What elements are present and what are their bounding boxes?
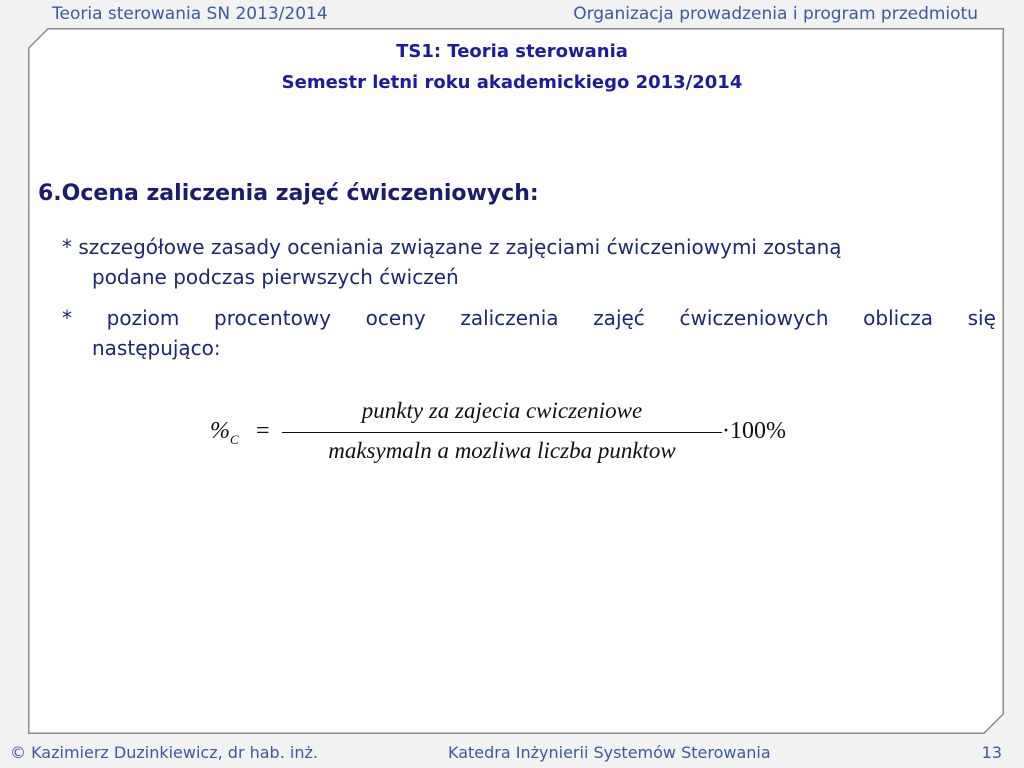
slide-title: TS1: Teoria sterowania: [396, 41, 628, 62]
bullet-word: *: [62, 306, 72, 330]
slide-frame: [28, 28, 1004, 734]
header-right-title: Organizacja prowadzenia i program przedmiotu: [573, 4, 978, 24]
bullet-word: się: [967, 306, 996, 330]
bullet-word: zaliczenia: [460, 306, 559, 330]
header-left-title: Teoria sterowania SN 2013/2014: [52, 4, 328, 24]
percentage-formula: [210, 398, 800, 470]
bullet-line: następująco:: [92, 336, 221, 360]
bullet-word: ćwiczeniowych: [679, 306, 829, 330]
bullet-word: zajęć: [593, 306, 645, 330]
bullet-line: podane podczas pierwszych ćwiczeń: [92, 265, 459, 289]
bullet-word: procentowy: [214, 306, 331, 330]
slide-subtitle: Semestr letni roku akademickiego 2013/2014: [281, 72, 743, 93]
formula-percent-symbol: %: [210, 418, 230, 444]
formula-denominator: maksymaln a mozliwa liczba punktow: [328, 438, 676, 463]
formula-multiplier: ·100%: [722, 418, 786, 444]
footer-page-number: 13: [981, 743, 1002, 762]
bullet-word: oblicza: [863, 306, 933, 330]
bullet-word: oceny: [365, 306, 426, 330]
bullet-item: [62, 232, 996, 292]
formula-fraction-bar: [282, 432, 722, 433]
bullet-word: poziom: [106, 306, 180, 330]
formula-subscript: C: [230, 431, 239, 447]
bullet-line: * szczegółowe zasady oceniania związane z zajęciami ćwiczeniowymi zostaną: [62, 235, 842, 259]
formula-numerator: punkty za zajecia cwiczeniowe: [361, 398, 643, 423]
slide-frame-border: [28, 28, 1004, 734]
section-heading: 6.Ocena zaliczenia zajęć ćwiczeniowych:: [38, 181, 539, 206]
footer-department: Katedra Inżynierii Systemów Sterowania: [448, 743, 771, 762]
bullet-item: [62, 303, 996, 363]
formula-lhs: [210, 418, 239, 448]
footer-author: © Kazimierz Duzinkiewicz, dr hab. inż.: [10, 743, 318, 762]
bullet-justified-line: [62, 303, 996, 333]
formula-equals: =: [256, 418, 270, 444]
